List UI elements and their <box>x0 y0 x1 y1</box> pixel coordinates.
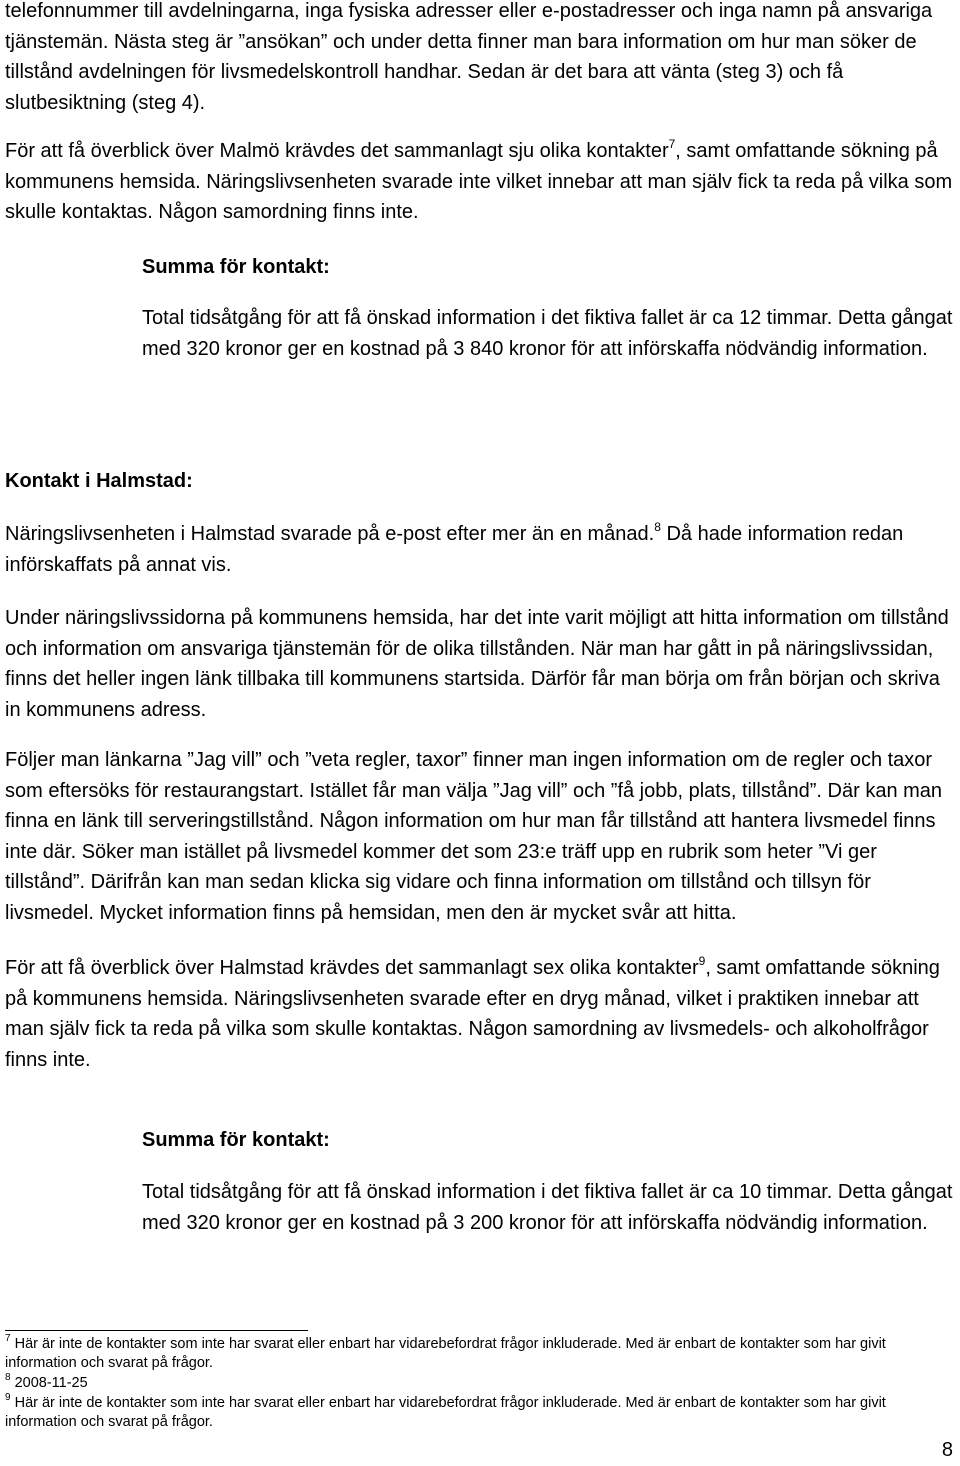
paragraph-halmstad-overview-start: För att få överblick över Halmstad krävdes det sammanlagt sex olika kontakter <box>5 957 699 979</box>
footnote-9 <box>5 1394 945 1432</box>
footnote-separator <box>5 1330 308 1331</box>
paragraph-halmstad-overview-end: , samt omfattande sökning på kommunens hemsida. Näringslivsenheten svarade efter en dryg månad, vilket i praktiken innebar att man själv fick ta reda på vilka som skulle kontaktas. Någon samordning av livsmedels- och alkoholfrågor finns inte. <box>5 957 940 1071</box>
paragraph-halmstad-reply-end: Då hade information redan införskaffats på annat vis. <box>5 523 904 576</box>
footnote-8 <box>5 1374 945 1393</box>
section-heading-halmstad: Kontakt i Halmstad: <box>5 470 193 492</box>
paragraph-malmo-overview-start: För att få överblick över Malmö krävdes det sammanlagt sju olika kontakter <box>5 140 669 162</box>
paragraph-steps: telefonnummer till avdelningarna, inga fysiska adresser eller e-postadresser och inga namn på ansvariga tjänstemän. Nästa steg är ”ansökan” och under detta finner man bara information om hur man söker de tillstånd avdelningen för livsmedelskontroll handhar. Sedan är det bara att vänta (steg 3) och få slutbesiktning (steg 4). <box>5 0 933 114</box>
summa-heading-halmstad: Summa för kontakt: <box>142 1129 330 1151</box>
paragraph-malmo-overview <box>5 136 957 228</box>
footnote-ref-8: 8 <box>654 520 661 534</box>
summa-text-malmo: Total tidsåtgång för att få önskad information i det fiktiva fallet är ca 12 timmar. Detta gångat med 320 kronor ger en kostnad på 3 840 kronor för att införskaffa nödvändig information. <box>142 307 953 360</box>
footnote-8-text: 2008-11-25 <box>14 1375 88 1391</box>
footnote-7-text: Här är inte de kontakter som inte har svarat eller enbart har vidarebefordrat frågor inkluderade. Med är enbart de kontakter som har givit information och svarat på frågor. <box>5 1336 886 1371</box>
page-number: 8 <box>941 1439 953 1461</box>
footnote-9-text: Här är inte de kontakter som inte har svarat eller enbart har vidarebefordrat frågor inkluderade. Med är enbart de kontakter som har givit information och svarat på frågor. <box>5 1395 886 1430</box>
paragraph-halmstad-website: Under näringslivssidorna på kommunens hemsida, har det inte varit möjligt att hitta information om tillstånd och information om ansvariga tjänstemän för de olika tillstånden. När man har gått in på näringslivssidan, finns det heller ingen länk tillbaka till kommunens startsida. Därför får man börja om från början och skriva in kommunens adress. <box>5 607 949 721</box>
paragraph-halmstad-reply <box>5 519 957 580</box>
footnote-8-number: 8 <box>5 1372 11 1383</box>
summa-heading-malmo: Summa för kontakt: <box>142 256 330 278</box>
paragraph-halmstad-overview <box>5 953 957 1075</box>
footnote-ref-7: 7 <box>668 137 676 151</box>
paragraph-malmo-overview-end: , samt omfattande sökning på kommunens hemsida. Näringslivsenheten svarade inte vilket innebar att man själv fick ta reda på vilka som skulle kontaktas. Någon samordning finns inte. <box>5 140 953 223</box>
footnote-7 <box>5 1335 945 1373</box>
footnote-7-number: 7 <box>5 1333 11 1344</box>
footnote-ref-9: 9 <box>698 954 706 968</box>
paragraph-halmstad-reply-start: Näringslivsenheten i Halmstad svarade på e-post efter mer än en månad. <box>5 523 655 545</box>
summa-text-halmstad: Total tidsåtgång för att få önskad information i det fiktiva fallet är ca 10 timmar. Detta gångat med 320 kronor ger en kostnad på 3 200 kronor för att införskaffa nödvändig information. <box>142 1181 953 1234</box>
footnote-9-number: 9 <box>5 1392 11 1403</box>
paragraph-halmstad-links: Följer man länkarna ”Jag vill” och ”veta regler, taxor” finner man ingen information om de regler och taxor som eftersöks för restaurangstart. Istället får man välja ”Jag vill” och ”få jobb, plats, tillstånd”. Där kan man finna en länk till serveringstillstånd. Någon information om hur man får tillstånd att hantera livsmedel finns inte där. Söker man istället på livsmedel kommer det som 23:e träff upp en rubrik som heter ”Vi ger tillstånd”. Därifrån kan man sedan klicka sig vidare och finna information om tillstånd och tillsyn för livsmedel. Mycket information finns på hemsidan, men den är mycket svår att hitta. <box>5 749 943 924</box>
